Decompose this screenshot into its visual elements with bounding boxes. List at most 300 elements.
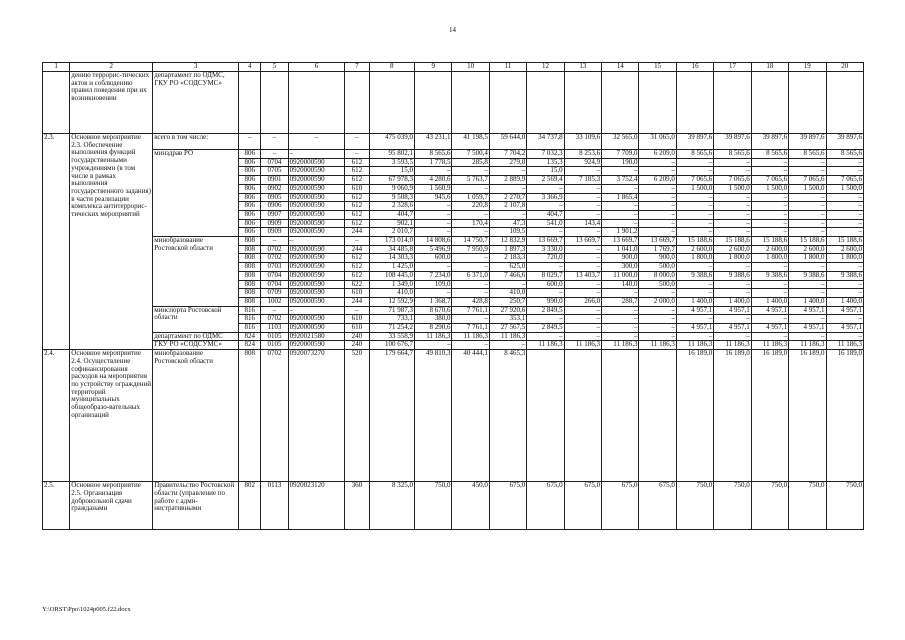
table-cell: 7 065,6: [676, 176, 713, 185]
table-cell: 11 186,3: [415, 332, 452, 341]
table-cell: 244: [345, 297, 369, 306]
table-cell: 12 592,9: [369, 297, 414, 306]
table-cell: 675,0: [602, 482, 639, 530]
table-cell: –: [602, 306, 639, 315]
table-cell: 140,0: [602, 280, 639, 289]
table-cell: 6 209,0: [639, 176, 676, 185]
table-cell: 2 183,3: [489, 254, 526, 263]
table-cell: 4 957,1: [714, 306, 751, 315]
table-cell: 0920000590: [288, 341, 345, 350]
table-cell: 2 600,0: [826, 245, 864, 254]
table-cell: 11 186,3: [564, 341, 601, 350]
table-cell: –: [602, 167, 639, 176]
empty-cell: [239, 72, 261, 134]
table-cell: 0920000590: [288, 245, 345, 254]
table-cell: 3 752,4: [602, 176, 639, 185]
table-cell: –: [564, 306, 601, 315]
table-cell: 16 189,0: [714, 350, 751, 482]
table-cell: 808: [239, 280, 261, 289]
table-cell: 1002: [261, 297, 288, 306]
table-cell: 8 565,6: [714, 150, 751, 159]
table-cell: –: [789, 158, 826, 167]
empty-cell: [639, 72, 676, 134]
table-row: [43, 150, 864, 159]
table-cell: 12 832,9: [489, 237, 526, 246]
table-cell: 600,0: [415, 254, 452, 263]
table-cell: 7 761,1: [452, 306, 489, 315]
table-cell: 95 802,1: [369, 150, 414, 159]
table-cell: 47,3: [489, 219, 526, 228]
table-cell: 1 425,0: [369, 263, 414, 272]
table-cell: 0902: [261, 184, 288, 193]
table-cell: 1 059,7: [452, 193, 489, 202]
table-cell: –: [676, 219, 713, 228]
table-cell: 1 500,0: [676, 184, 713, 193]
table-cell: –: [564, 167, 601, 176]
table-cell: –: [789, 167, 826, 176]
section-number-cell: 2.4.: [43, 350, 70, 482]
header-row: [43, 63, 864, 72]
table-cell: 1 041,0: [602, 245, 639, 254]
table-cell: –: [288, 134, 345, 150]
table-cell: 39 897,6: [826, 134, 864, 150]
table-cell: –: [602, 184, 639, 193]
table-cell: 4 957,1: [751, 306, 788, 315]
table-cell: –: [288, 237, 345, 246]
table-cell: 41 198,5: [452, 134, 489, 150]
table-cell: –: [714, 210, 751, 219]
table-cell: 71 254,2: [369, 324, 414, 333]
table-cell: 0920000590: [288, 210, 345, 219]
continuation-row: [43, 72, 864, 134]
table-cell: –: [564, 315, 601, 324]
table-cell: 806: [239, 158, 261, 167]
table-cell: 0920000590: [288, 315, 345, 324]
table-cell: 13 669,7: [527, 237, 564, 246]
table-cell: 27 920,6: [489, 306, 526, 315]
table-cell: 34 485,8: [369, 245, 414, 254]
table-cell: 750,0: [415, 482, 452, 530]
column-number-cell: 18: [751, 63, 788, 72]
table-cell: 1 368,7: [415, 297, 452, 306]
table-cell: 0105: [261, 341, 288, 350]
table-cell: 4 280,6: [415, 176, 452, 185]
table-cell: 0702: [261, 315, 288, 324]
table-cell: –: [676, 332, 713, 341]
table-cell: 610: [345, 324, 369, 333]
empty-cell: [751, 72, 788, 134]
table-cell: 1 901,2: [602, 228, 639, 237]
empty-cell: [345, 72, 369, 134]
table-cell: 14 808,6: [415, 237, 452, 246]
table-cell: –: [826, 202, 864, 211]
table-cell: –: [602, 210, 639, 219]
table-cell: 1 800,0: [714, 254, 751, 263]
table-cell: 806: [239, 202, 261, 211]
table-cell: 410,0: [489, 289, 526, 298]
table-cell: –: [564, 193, 601, 202]
executor-cell: всего в том числе:: [153, 134, 239, 150]
table-cell: –: [415, 341, 452, 350]
executor-cell: департамент по ОДМС, ГКУ РО «СОДСУМС»: [153, 72, 239, 134]
column-number-cell: 13: [564, 63, 601, 72]
table-cell: 143,4: [564, 219, 601, 228]
table-cell: 170,4: [452, 219, 489, 228]
table-cell: 7 500,4: [452, 150, 489, 159]
table-cell: –: [239, 134, 261, 150]
table-cell: –: [564, 263, 601, 272]
table-cell: 612: [345, 167, 369, 176]
table-cell: 8 565,6: [415, 150, 452, 159]
table-cell: –: [527, 263, 564, 272]
table-cell: 7 761,1: [452, 324, 489, 333]
table-cell: –: [564, 324, 601, 333]
table-cell: –: [452, 263, 489, 272]
table-cell: 806: [239, 176, 261, 185]
table-cell: 15,0: [369, 167, 414, 176]
row-number-cell: [43, 72, 70, 134]
table-cell: –: [676, 315, 713, 324]
table-cell: 0905: [261, 193, 288, 202]
empty-cell: [452, 72, 489, 134]
table-cell: –: [714, 193, 751, 202]
table-cell: 1 500,0: [826, 184, 864, 193]
table-cell: 0920000590: [288, 219, 345, 228]
table-cell: –: [489, 184, 526, 193]
table-cell: 945,6: [415, 193, 452, 202]
activity-name-cell: Основное мероприятие 2.4. Осуществление софинансирования расходов на мероприятия по устройству ограждений территорий муниципальных общеобразо-вательных организаций: [70, 350, 153, 482]
table-cell: 802: [239, 482, 261, 530]
table-cell: 0907: [261, 210, 288, 219]
table-cell: 612: [345, 176, 369, 185]
table-cell: –: [564, 210, 601, 219]
table-cell: 67 978,3: [369, 176, 414, 185]
section-number-cell: 2.5.: [43, 482, 70, 530]
table-cell: 11 186,3: [527, 341, 564, 350]
executor-cell: минспорта Ростовской области: [153, 306, 239, 332]
table-row: [43, 306, 864, 315]
column-number-cell: 1: [43, 63, 70, 72]
table-cell: 8 000,0: [639, 271, 676, 280]
table-cell: –: [452, 184, 489, 193]
column-number-cell: 4: [239, 63, 261, 72]
table-cell: –: [415, 228, 452, 237]
table-cell: 0920000590: [288, 324, 345, 333]
table-cell: –: [676, 158, 713, 167]
table-cell: 806: [239, 228, 261, 237]
table-cell: 1 500,0: [714, 184, 751, 193]
empty-cell: [826, 72, 864, 134]
table-cell: –: [676, 263, 713, 272]
table-cell: 173 014,0: [369, 237, 414, 246]
table-cell: 990,0: [527, 297, 564, 306]
table-cell: 610: [345, 184, 369, 193]
table-cell: –: [714, 167, 751, 176]
table-cell: –: [639, 289, 676, 298]
table-cell: –: [751, 219, 788, 228]
table-cell: 625,0: [489, 263, 526, 272]
table-cell: 0920000590: [288, 289, 345, 298]
table-cell: 404,7: [369, 210, 414, 219]
table-cell: 7 234,0: [415, 271, 452, 280]
executor-cell: минздрав РО: [153, 150, 239, 237]
table-cell: 7 950,9: [452, 245, 489, 254]
table-cell: 1 897,3: [489, 245, 526, 254]
table-cell: 135,3: [527, 158, 564, 167]
table-cell: 8 565,6: [751, 150, 788, 159]
table-cell: 15 188,6: [826, 237, 864, 246]
table-cell: 612: [345, 158, 369, 167]
table-cell: –: [826, 167, 864, 176]
budget-table: [42, 62, 864, 530]
table-cell: 360: [345, 482, 369, 530]
table-cell: 8 565,6: [676, 150, 713, 159]
table-cell: –: [826, 193, 864, 202]
table-cell: 1 800,0: [751, 254, 788, 263]
table-cell: –: [826, 263, 864, 272]
table-cell: 1 400,0: [714, 297, 751, 306]
table-cell: –: [639, 210, 676, 219]
table-cell: –: [789, 193, 826, 202]
table-cell: 7 466,6: [489, 271, 526, 280]
table-cell: 808: [239, 254, 261, 263]
table-cell: –: [751, 280, 788, 289]
table-cell: 4 957,1: [826, 306, 864, 315]
table-cell: 7 065,6: [714, 176, 751, 185]
table-cell: 43 231,1: [415, 134, 452, 150]
table-cell: 808: [239, 350, 261, 482]
table-cell: 808: [239, 297, 261, 306]
table-cell: –: [415, 263, 452, 272]
table-cell: 7 185,3: [564, 176, 601, 185]
table-cell: 1 800,0: [826, 254, 864, 263]
table-cell: 279,0: [489, 158, 526, 167]
table-cell: 7 065,6: [751, 176, 788, 185]
table-cell: 266,0: [564, 297, 601, 306]
table-cell: 0920000590: [288, 193, 345, 202]
table-cell: 7 032,3: [527, 150, 564, 159]
table-cell: 0113: [261, 482, 288, 530]
section-2-3-total-row: [43, 134, 864, 150]
table-cell: 806: [239, 150, 261, 159]
table-cell: 8 325,0: [369, 482, 414, 530]
table-cell: –: [676, 228, 713, 237]
table-cell: –: [714, 158, 751, 167]
table-cell: 675,0: [527, 482, 564, 530]
table-cell: 2 000,0: [639, 297, 676, 306]
table-cell: –: [288, 306, 345, 315]
table-cell: –: [452, 315, 489, 324]
table-cell: 0709: [261, 289, 288, 298]
table-cell: 14 303,3: [369, 254, 414, 263]
table-cell: 2 849,5: [527, 324, 564, 333]
table-cell: –: [452, 341, 489, 350]
table-cell: –: [789, 210, 826, 219]
table-cell: 0920000590: [288, 167, 345, 176]
table-cell: 32 565,0: [602, 134, 639, 150]
table-cell: 11 186,3: [826, 341, 864, 350]
table-cell: 2 600,0: [789, 245, 826, 254]
executor-cell: ГКУ РО «СОДСУМС»: [153, 341, 239, 350]
table-cell: –: [489, 210, 526, 219]
table-cell: –: [751, 202, 788, 211]
table-cell: –: [452, 167, 489, 176]
table-cell: 16 189,0: [676, 350, 713, 482]
table-cell: –: [639, 167, 676, 176]
table-cell: 220,8: [452, 202, 489, 211]
column-number-cell: 11: [489, 63, 526, 72]
table-cell: 7 709,0: [602, 150, 639, 159]
table-cell: –: [714, 202, 751, 211]
table-cell: 610: [345, 315, 369, 324]
column-number-cell: 15: [639, 63, 676, 72]
table-cell: 8 670,6: [415, 306, 452, 315]
table-cell: 15 188,6: [676, 237, 713, 246]
table-cell: 612: [345, 193, 369, 202]
table-cell: 71 987,3: [369, 306, 414, 315]
table-cell: –: [676, 289, 713, 298]
section-2-5-row: [43, 482, 864, 530]
table-cell: 0909: [261, 219, 288, 228]
empty-cell: [415, 72, 452, 134]
table-cell: –: [527, 289, 564, 298]
table-cell: 808: [239, 289, 261, 298]
table-cell: 2 600,0: [676, 245, 713, 254]
table-cell: –: [564, 332, 601, 341]
executor-cell: Правительство Ростовской области (управление по работе с адми-нистративными: [153, 482, 239, 530]
table-cell: –: [789, 228, 826, 237]
table-cell: 824: [239, 332, 261, 341]
table-cell: 1 349,0: [369, 280, 414, 289]
table-cell: 902,1: [369, 219, 414, 228]
table-cell: 808: [239, 245, 261, 254]
table-cell: 4 957,1: [676, 306, 713, 315]
table-cell: 1 769,7: [639, 245, 676, 254]
table-cell: –: [564, 228, 601, 237]
table-cell: 0702: [261, 254, 288, 263]
table-cell: –: [789, 280, 826, 289]
table-cell: 0704: [261, 280, 288, 289]
table-cell: 100 676,7: [369, 341, 414, 350]
table-cell: 0920000590: [288, 202, 345, 211]
table-cell: 8 290,6: [415, 324, 452, 333]
table-cell: –: [602, 202, 639, 211]
table-cell: 288,7: [602, 297, 639, 306]
table-cell: 900,0: [602, 254, 639, 263]
table-cell: –: [527, 184, 564, 193]
table-cell: 15,0: [527, 167, 564, 176]
executor-cell: минобразование Ростовской области: [153, 350, 239, 482]
table-cell: –: [639, 306, 676, 315]
table-cell: 11 186,3: [676, 341, 713, 350]
table-cell: 7 065,6: [826, 176, 864, 185]
page-number: 14: [449, 26, 456, 34]
column-number-cell: 16: [676, 63, 713, 72]
table-row: [43, 237, 864, 246]
table-cell: 1 500,0: [789, 184, 826, 193]
table-cell: –: [714, 228, 751, 237]
table-cell: 9 388,6: [826, 271, 864, 280]
table-cell: 4 957,1: [751, 324, 788, 333]
column-number-cell: 5: [261, 63, 288, 72]
table-cell: 27 567,5: [489, 324, 526, 333]
table-cell: –: [826, 280, 864, 289]
table-cell: 0920000590: [288, 280, 345, 289]
table-cell: 500,0: [639, 263, 676, 272]
table-cell: 300,0: [602, 263, 639, 272]
table-cell: 353,1: [489, 315, 526, 324]
table-cell: 750,0: [676, 482, 713, 530]
table-cell: 806: [239, 167, 261, 176]
table-cell: 0920000590: [288, 228, 345, 237]
table-cell: 1 865,4: [602, 193, 639, 202]
table-cell: 39 897,6: [714, 134, 751, 150]
table-cell: 2 600,0: [714, 245, 751, 254]
table-cell: [527, 350, 564, 482]
table-cell: 1 560,9: [415, 184, 452, 193]
table-cell: 450,0: [452, 482, 489, 530]
column-number-cell: 20: [826, 63, 864, 72]
empty-cell: [602, 72, 639, 134]
table-cell: –: [676, 202, 713, 211]
table-cell: –: [452, 280, 489, 289]
table-cell: –: [789, 332, 826, 341]
column-number-cell: 19: [789, 63, 826, 72]
table-cell: –: [452, 228, 489, 237]
table-cell: –: [415, 210, 452, 219]
table-cell: 109,0: [415, 280, 452, 289]
table-cell: 3 593,5: [369, 158, 414, 167]
section-2-4-row: [43, 350, 864, 482]
table-cell: 0705: [261, 167, 288, 176]
table-cell: –: [714, 280, 751, 289]
table-cell: 4 957,1: [826, 324, 864, 333]
column-number-cell: 9: [415, 63, 452, 72]
footer-file-path: Y:\ORST\Ppo\1024p005.f22.docx: [42, 606, 131, 613]
column-number-cell: 8: [369, 63, 414, 72]
table-cell: –: [676, 280, 713, 289]
table-cell: 720,0: [527, 254, 564, 263]
table-cell: 2 849,5: [527, 306, 564, 315]
table-cell: 11 186,3: [714, 341, 751, 350]
table-cell: 612: [345, 210, 369, 219]
table-cell: –: [602, 289, 639, 298]
table-cell: –: [789, 263, 826, 272]
column-number-cell: 3: [153, 63, 239, 72]
table-cell: 622: [345, 280, 369, 289]
section-number-cell: 2.3.: [43, 134, 70, 350]
table-cell: –: [489, 341, 526, 350]
table-cell: 675,0: [564, 482, 601, 530]
table-cell: 4 957,1: [789, 324, 826, 333]
table-cell: –: [602, 315, 639, 324]
table-cell: 6 371,0: [452, 271, 489, 280]
table-cell: 806: [239, 210, 261, 219]
table-cell: 109,5: [489, 228, 526, 237]
table-cell: –: [751, 193, 788, 202]
table-row: [43, 332, 864, 341]
table-cell: 15 188,6: [714, 237, 751, 246]
table-cell: –: [527, 228, 564, 237]
table-cell: 6 209,0: [639, 150, 676, 159]
table-cell: –: [826, 228, 864, 237]
table-cell: 11 000,0: [602, 271, 639, 280]
table-cell: –: [602, 324, 639, 333]
table-cell: 3 366,9: [527, 193, 564, 202]
table-cell: 16 189,0: [826, 350, 864, 482]
table-cell: 0920000590: [288, 176, 345, 185]
table-cell: 9 388,6: [789, 271, 826, 280]
